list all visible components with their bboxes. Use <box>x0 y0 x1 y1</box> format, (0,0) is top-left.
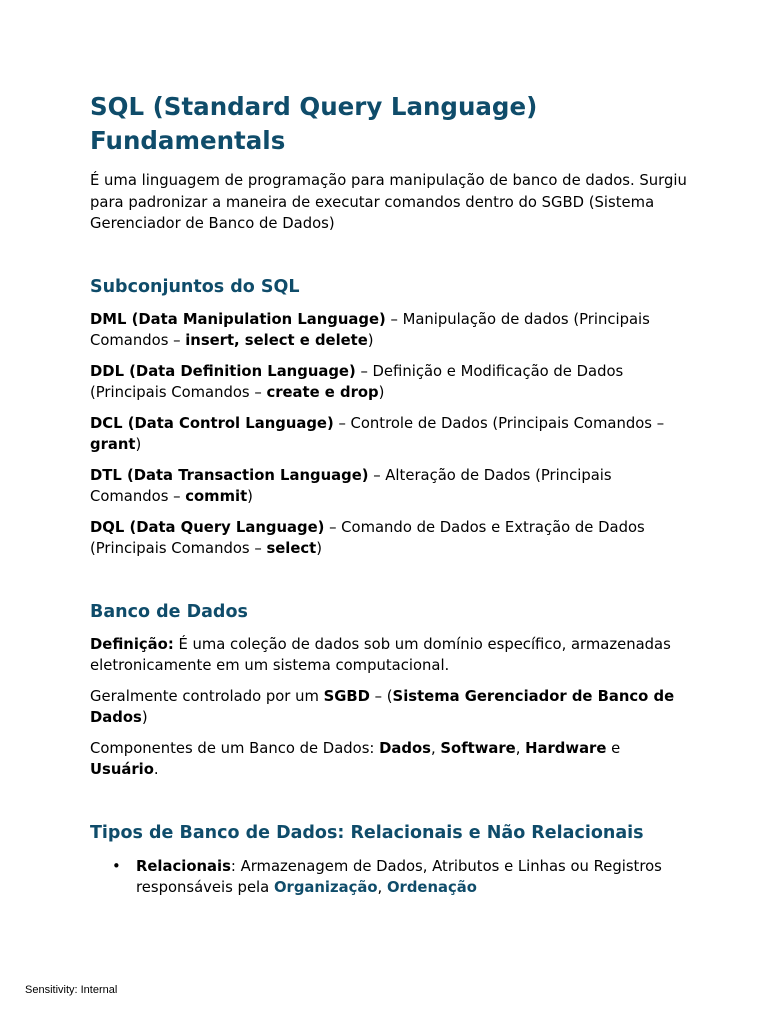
definition-text: É uma coleção de dados sob um domínio específico, armazenadas eletronicamente em um sistema computacional. <box>90 636 671 674</box>
component-hardware: Hardware <box>525 740 607 757</box>
subset-desc: – Controle de Dados (Principais Comandos – <box>333 415 665 432</box>
item-text: : Armazenagem de Dados, Atributos e Linhas ou Registros responsáveis pela <box>136 858 662 896</box>
sgbd-term: SGBD <box>323 688 370 705</box>
subset-close: ) <box>316 540 323 557</box>
sgbd-full-name: Sistema Gerenciador de Banco de Dados <box>90 688 675 726</box>
subset-dql <box>90 517 690 559</box>
subset-commands: select <box>266 540 317 557</box>
subset-name: DQL (Data Query Language) <box>90 519 325 536</box>
subset-dcl <box>90 413 690 455</box>
components-prefix: Componentes de um Banco de Dados: <box>90 740 380 757</box>
database-definition <box>90 634 690 676</box>
subset-close: ) <box>135 436 142 453</box>
subset-close: ) <box>247 488 253 505</box>
sensitivity-label: Sensitivity: Internal <box>25 984 118 996</box>
subset-close: ) <box>378 384 385 401</box>
subset-dtl <box>90 465 690 507</box>
section-heading-subsets: Subconjuntos do SQL <box>90 277 300 297</box>
separator: , <box>515 740 526 757</box>
component-dados: Dados <box>379 740 431 757</box>
subset-name: DTL (Data Transaction Language) <box>90 467 369 484</box>
subset-name: DCL (Data Control Language) <box>90 415 334 432</box>
subset-desc: – Comando de Dados e Extração de Dados (Principais Comandos – <box>90 519 645 557</box>
components-end: . <box>153 761 159 778</box>
item-label: Relacionais <box>136 858 231 875</box>
subset-desc: – Alteração de Dados (Principais Comandos – <box>90 467 612 505</box>
subset-desc: – Manipulação de dados (Principais Comandos – <box>90 311 650 349</box>
subset-desc: – Definição e Modificação de Dados (Principais Comandos – <box>90 363 624 401</box>
subset-ddl <box>90 361 690 403</box>
separator: e <box>606 740 621 757</box>
control-close: ) <box>141 709 148 726</box>
component-software: Software <box>440 740 516 757</box>
database-components <box>90 738 690 780</box>
control-mid: – ( <box>369 688 393 705</box>
subset-commands: create e drop <box>266 384 379 401</box>
intro-paragraph: É uma linguagem de programação para manipulação de banco de dados. Surgiu para padronizar a maneira de executar comandos dentro do SGBD (Sistema Gerenciador de Banco de Dados) <box>90 172 687 232</box>
separator: , <box>430 740 441 757</box>
subset-dml <box>90 309 690 351</box>
link-separator: , <box>377 879 387 896</box>
component-usuario: Usuário <box>90 761 154 778</box>
subset-commands: insert, select e delete <box>185 332 368 349</box>
subset-name: DML (Data Manipulation Language) <box>90 311 386 328</box>
subset-commands: grant <box>90 436 136 453</box>
control-prefix: Geralmente controlado por um <box>90 688 324 705</box>
link-organizacao[interactable]: Organização <box>273 879 378 896</box>
subset-commands: commit <box>185 488 248 505</box>
section-heading-database: Banco de Dados <box>90 602 248 622</box>
section-heading-types: Tipos de Banco de Dados: Relacionais e Não Relacionais <box>90 823 644 843</box>
database-control <box>90 686 690 728</box>
subset-name: DDL (Data Definition Language) <box>90 363 356 380</box>
list-item-relacionais <box>136 856 696 898</box>
definition-label: Definição: <box>90 636 174 653</box>
page-title: SQL (Standard Query Language) Fundamentals <box>90 92 538 155</box>
subset-close: ) <box>367 332 374 349</box>
link-ordenacao[interactable]: Ordenação <box>386 879 477 896</box>
bullet-icon: • <box>112 858 121 875</box>
